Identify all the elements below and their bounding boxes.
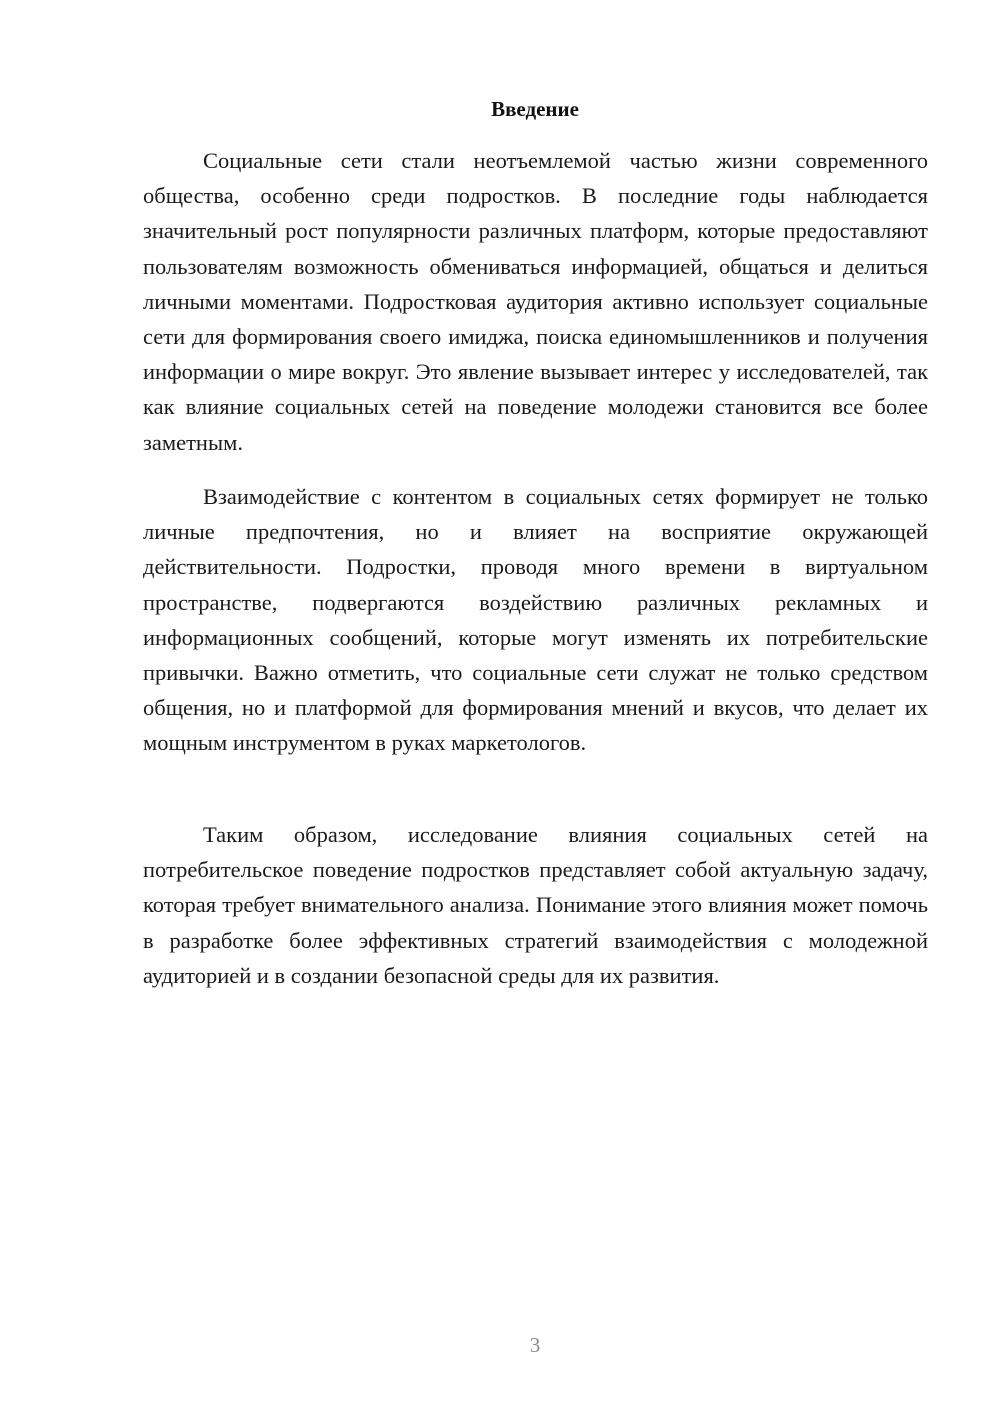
paragraph-3: Таким образом, исследование влияния социальных сетей на потребительское поведение подростков представляет собой актуальную задачу, которая требует внимательного анализа. Понимание этого влияния может помочь в разработке более эффективных стратегий взаимодействия с молодежной аудиторией и в создании безопасной среды для их развития. [143,822,928,988]
page-number: 3 [529,1333,541,1357]
section-title: Введение [491,97,579,121]
paragraph-1: Социальные сети стали неотъемлемой частью жизни современного общества, особенно среди подростков. В последние годы наблюдается значительный рост популярности различных платформ, которые предоставляют пользователям возможность обмениваться информацией, общаться и делиться личными моментами. Подростковая аудитория активно использует социальные сети для формирования своего имиджа, поиска единомышленников и получения информации о мире вокруг. Это явление вызывает интерес у исследователей, так как влияние социальных сетей на поведение молодежи становится все более заметным. [143,148,928,455]
paragraph-2: Взаимодействие с контентом в социальных сетях формирует не только личные предпочтения, но и влияет на восприятие окружающей действительности. Подростки, проводя много времени в виртуальном пространстве, подвергаются воздействию различных рекламных и информационных сообщений, которые могут изменять их потребительские привычки. Важно отметить, что социальные сети служат не только средством общения, но и платформой для формирования мнений и вкусов, что делает их мощным инструментом в руках маркетологов. [143,484,928,756]
